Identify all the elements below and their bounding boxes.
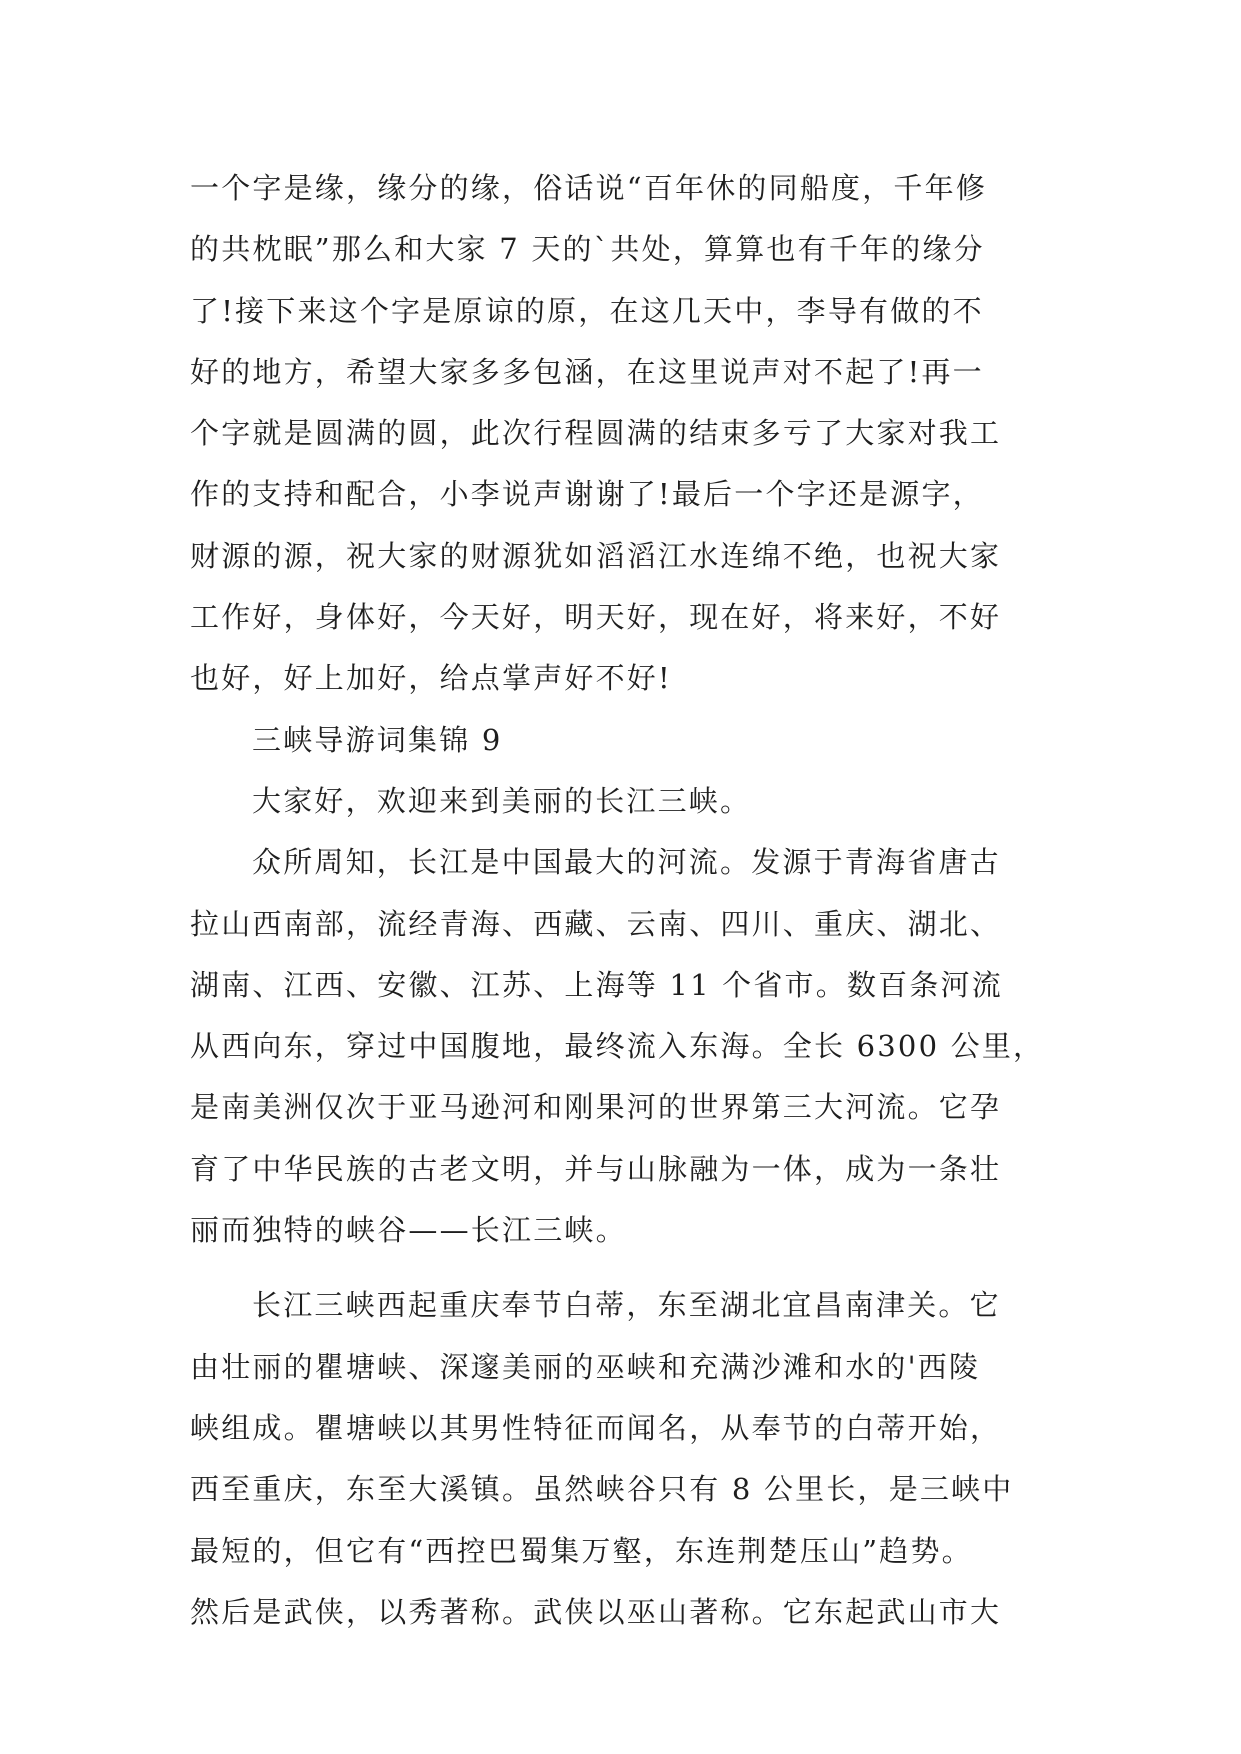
text-line: 拉山西南部，流经青海、西藏、云南、四川、重庆、湖北、 (190, 906, 1002, 941)
text-line: 一个字是缘，缘分的缘，俗话说“百年休的同船度，千年修 (190, 171, 988, 205)
text-line: 众所周知，长江是中国最大的河流。发源于青海省唐古 (252, 845, 1001, 880)
text-line: 的共枕眠”那么和大家 7 天的`共处，算算也有千年的缘分 (190, 232, 985, 267)
text-line: 了!接下来这个字是原谅的原，在这几天中，李导有做的不 (190, 293, 984, 328)
text-line: 湖南、江西、安徽、江苏、上海等 11 个省市。数百条河流 (190, 967, 1003, 1002)
text-line: 大家好，欢迎来到美丽的长江三峡。 (252, 783, 752, 818)
text-line: 丽而独特的峡谷——长江三峡。 (190, 1213, 627, 1248)
text-line: 由壮丽的瞿塘峡、深邃美丽的巫峡和充满沙滩和水的'西陵 (190, 1349, 981, 1384)
text-line: 峡组成。瞿塘峡以其男性特征而闻名，从奉节的白蒂开始， (190, 1410, 1002, 1445)
document-page (190, 158, 1065, 1643)
text-line: 从西向东，穿过中国腹地，最终流入东海。全长 6300 公里， (190, 1029, 1045, 1064)
text-line: 好的地方，希望大家多多包涵，在这里说声对不起了!再一 (190, 354, 984, 389)
text-line: 长江三峡西起重庆奉节白蒂，东至湖北宜昌南津关。它 (252, 1288, 1001, 1323)
text-line: 作的支持和配合，小李说声谢谢了!最后一个字还是源字， (190, 477, 984, 512)
paragraph-gap (190, 1261, 1065, 1275)
text-line: 个字就是圆满的圆，此次行程圆满的结束多亏了大家对我工 (190, 416, 1002, 451)
text-line: 是南美洲仅次于亚马逊河和刚果河的世界第三大河流。它孕 (190, 1090, 1002, 1125)
text-line: 工作好，身体好，今天好，明天好，现在好，将来好，不好 (190, 600, 1002, 635)
text-line: 然后是武侠，以秀著称。武侠以巫山著称。它东起武山市大 (190, 1594, 1002, 1629)
text-line: 也好，好上加好，给点掌声好不好! (190, 661, 672, 696)
text-line: 最短的，但它有“西控巴蜀集万壑，东连荆楚压山”趋势。 (190, 1533, 973, 1568)
text-line: 育了中华民族的古老文明，并与山脉融为一体，成为一条壮 (190, 1151, 1002, 1186)
text-line: 西至重庆，东至大溪镇。虽然峡谷只有 8 公里长，是三峡中 (190, 1472, 1014, 1507)
section-heading: 三峡导游词集锦 9 (252, 722, 503, 757)
text-line: 财源的源，祝大家的财源犹如滔滔江水连绵不绝，也祝大家 (190, 538, 1002, 573)
